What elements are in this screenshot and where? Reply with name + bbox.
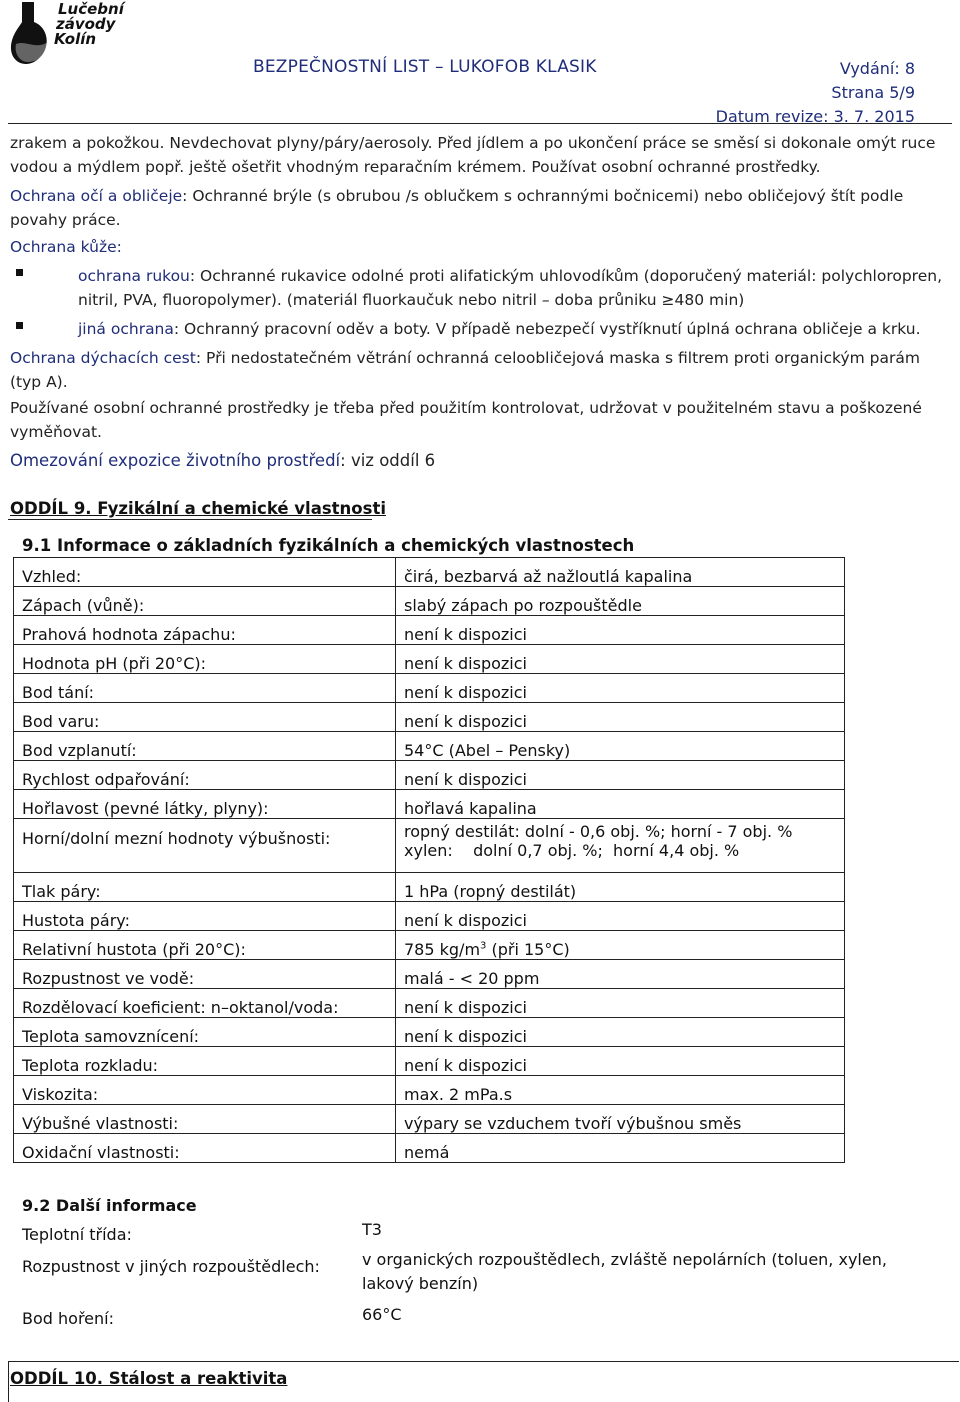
table-row (14, 960, 845, 989)
other-protection-text: : Ochranný pracovní oděv a boty. V případě nebezpečí vystříknutí úplná ochrana obličeje a krku. (173, 320, 921, 338)
paragraph-hygiene: zrakem a pokožkou. Nevdechovat plyny/páry/aerosoly. Před jídlem a po ukončení práce se směsí si dokonale omýt ruce vodou a mýdlem popř. ještě ošetřit vhodným reparačním krémem. Používat osobní ochranné prostředky. (10, 134, 936, 176)
property-value: není k dispozici (396, 645, 845, 674)
logo-line-3: Kolín (54, 30, 97, 48)
property-value: malá - < 20 ppm (396, 960, 845, 989)
property-label: Bod vzplanutí: (14, 732, 396, 761)
table-row (14, 1105, 845, 1134)
property-label: Prahová hodnota zápachu: (14, 616, 396, 645)
logo-line-1: Lučební (58, 0, 124, 18)
property-label: Oxidační vlastnosti: (14, 1134, 396, 1163)
properties-table (13, 557, 845, 1163)
table-row (14, 1076, 845, 1105)
property-value: není k dispozici (396, 989, 845, 1018)
property-label: Teplota samovznícení: (14, 1018, 396, 1047)
property-value (396, 931, 845, 960)
property-label: Rychlost odpařování: (14, 761, 396, 790)
property-label: Hustota páry: (14, 902, 396, 931)
other-info-label-2: Rozpustnost v jiných rozpouštědlech: (22, 1257, 320, 1276)
property-label: Horní/dolní mezní hodnoty výbušnosti: (14, 819, 396, 873)
paragraph-other-protection (78, 317, 948, 341)
other-info-value-1: T3 (362, 1220, 382, 1239)
page-number: Strana 5/9 (831, 83, 915, 102)
property-value: 54°C (Abel – Pensky) (396, 732, 845, 761)
hand-protection-text: : Ochranné rukavice odolné proti alifatickým uhlovodíkům (doporučený materiál: polychloropren, nitril, PVA, fluoropolymer). (materiál fluorkaučuk nebo nitril – doba průniku ≥480 min) (78, 267, 942, 309)
paragraph-respiratory-protection (10, 346, 955, 394)
property-value-line: ropný destilát: dolní - 0,6 obj. %; horní - 7 obj. % (404, 822, 793, 841)
table-row (14, 587, 845, 616)
paragraph-hand-protection (78, 264, 948, 312)
property-value: slabý zápach po rozpouštědle (396, 587, 845, 616)
table-row (14, 645, 845, 674)
environment-text: : viz oddíl 6 (340, 451, 436, 470)
section9-title: ODDÍL 9. Fyzikální a chemické vlastnosti (10, 499, 386, 518)
paragraph-eye-protection (10, 184, 955, 232)
property-label: Bod tání: (14, 674, 396, 703)
property-value: není k dispozici (396, 1018, 845, 1047)
property-label: Teplota rozkladu: (14, 1047, 396, 1076)
table-row (14, 873, 845, 902)
respiratory-protection-label: Ochrana dýchacích cest (10, 349, 196, 367)
paragraph-environment (10, 449, 955, 473)
table-row (14, 989, 845, 1018)
other-info-label-3: Bod hoření: (22, 1309, 114, 1328)
property-label: Vzhled: (14, 558, 396, 587)
logo-line-2: závody (56, 15, 116, 33)
property-value: čirá, bezbarvá až nažloutlá kapalina (396, 558, 845, 587)
table-row (14, 1047, 845, 1076)
bullet-icon (16, 269, 23, 276)
property-value: není k dispozici (396, 674, 845, 703)
section9-rule (8, 519, 372, 520)
property-label: Výbušné vlastnosti: (14, 1105, 396, 1134)
property-value: není k dispozici (396, 1047, 845, 1076)
property-value-tail: (při 15°C) (486, 940, 570, 959)
property-value (396, 819, 845, 873)
property-value-line: xylen: dolní 0,7 obj. %; horní 4,4 obj. % (404, 841, 740, 860)
table-row (14, 1134, 845, 1163)
other-info-label-1: Teplotní třída: (22, 1225, 132, 1244)
eye-protection-label: Ochrana očí a obličeje (10, 187, 183, 205)
property-value: není k dispozici (396, 703, 845, 732)
other-info-value-2: v organických rozpouštědlech, zvláště nepolárních (toluen, xylen, lakový benzín) (362, 1250, 887, 1293)
property-label: Bod varu: (14, 703, 396, 732)
revision-date: Datum revize: 3. 7. 2015 (715, 107, 915, 126)
table-row (14, 902, 845, 931)
skin-protection-label: Ochrana kůže: (10, 238, 122, 256)
other-info-value-3: 66°C (362, 1305, 402, 1324)
property-label: Zápach (vůně): (14, 587, 396, 616)
other-protection-label: jiná ochrana (78, 320, 174, 338)
document-title: BEZPEČNOSTNÍ LIST – LUKOFOB KLASIK (253, 57, 597, 77)
table-row (14, 761, 845, 790)
property-label: Rozpustnost ve vodě: (14, 960, 396, 989)
property-label: Rozdělovací koeficient: n–oktanol/voda: (14, 989, 396, 1018)
table-row (14, 732, 845, 761)
table-row (14, 674, 845, 703)
property-label: Tlak páry: (14, 873, 396, 902)
bullet-icon (16, 322, 23, 329)
table-row (14, 1018, 845, 1047)
superscript: 3 (480, 940, 487, 952)
property-label: Hodnota pH (při 20°C): (14, 645, 396, 674)
paragraph-ppe-note: Používané osobní ochranné prostředky je třeba před použitím kontrolovat, udržovat v použitelném stavu a poškozené vyměňovat. (10, 399, 922, 441)
header-meta (716, 57, 915, 129)
table-row (14, 819, 845, 873)
subsection-9-1-title: 9.1 Informace o základních fyzikálních a chemických vlastnostech (22, 536, 635, 555)
company-logo (8, 0, 148, 70)
table-row (14, 703, 845, 732)
property-value: není k dispozici (396, 761, 845, 790)
property-label: Hořlavost (pevné látky, plyny): (14, 790, 396, 819)
table-row (14, 790, 845, 819)
table-row (14, 558, 845, 587)
section10-title: ODDÍL 10. Stálost a reaktivita (10, 1369, 288, 1388)
respiratory-protection-text: : Při nedostatečném větrání ochranná celoobličejová maska s filtrem proti organickým parám (typ A). (10, 349, 920, 391)
issue-number: Vydání: 8 (839, 59, 915, 78)
property-label: Viskozita: (14, 1076, 396, 1105)
property-value: nemá (396, 1134, 845, 1163)
property-value-text: 785 kg/m (404, 940, 481, 959)
property-value: není k dispozici (396, 616, 845, 645)
table-row (14, 616, 845, 645)
hand-protection-label: ochrana rukou (78, 267, 190, 285)
eye-protection-text: : Ochranné brýle (s obrubou /s oblučkem s ochrannými bočnicemi) nebo obličejový štít podle povahy práce. (10, 187, 904, 229)
subsection-9-2-title: 9.2 Další informace (22, 1196, 197, 1215)
property-label: Relativní hustota (při 20°C): (14, 931, 396, 960)
property-value: max. 2 mPa.s (396, 1076, 845, 1105)
header-rule (8, 123, 952, 124)
table-row (14, 931, 845, 960)
property-value: není k dispozici (396, 902, 845, 931)
property-value: výpary se vzduchem tvoří výbušnou směs (396, 1105, 845, 1134)
environment-label: Omezování expozice životního prostředí (10, 451, 341, 470)
property-value: hořlavá kapalina (396, 790, 845, 819)
property-value: 1 hPa (ropný destilát) (396, 873, 845, 902)
